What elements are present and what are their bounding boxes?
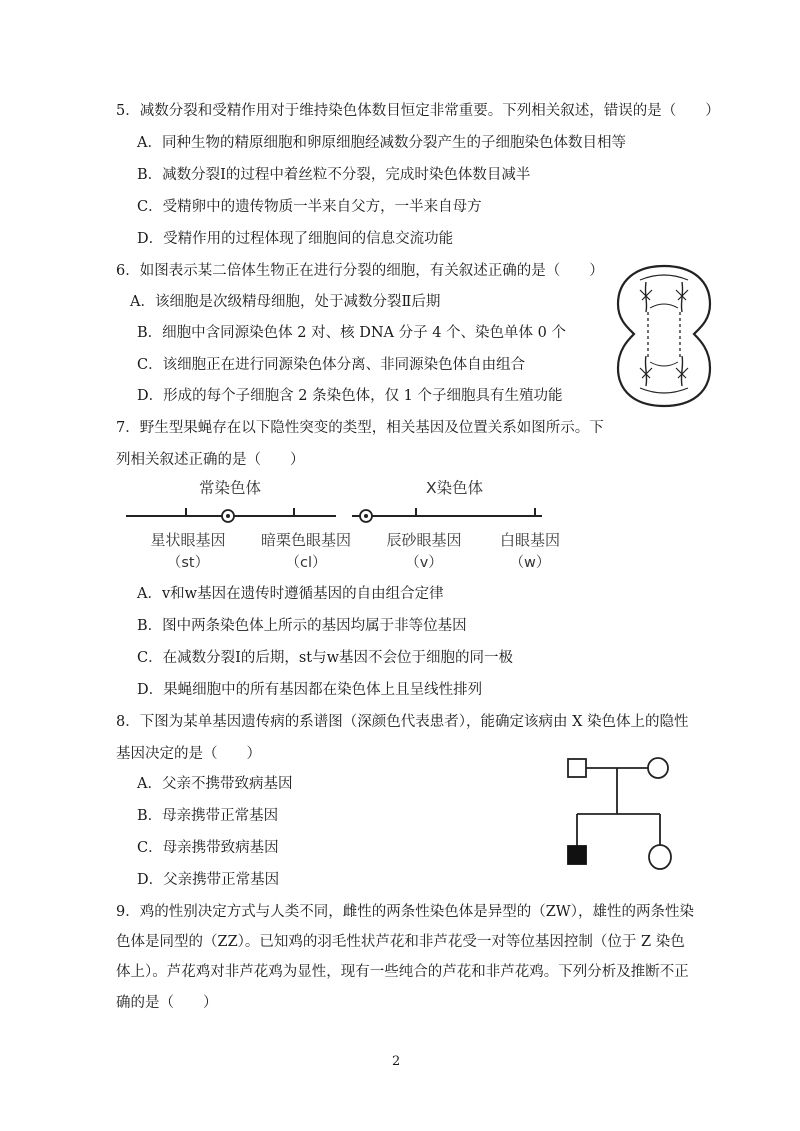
q7-option-c: C．在减数分裂Ⅰ的后期，st与w基因不会位于细胞的同一极 [137,650,513,666]
q8-stem-line1: 8．下图为某单基因遗传病的系谱图（深颜色代表患者），能确定该病由 X 染色体上的隐性 [116,714,689,730]
q6-option-b: B．细胞中含同源染色体 2 对、核 DNA 分子 4 个、染色单体 0 个 [137,325,566,341]
page-number: 2 [392,1054,401,1069]
autosome-title: 常染色体 [199,479,262,497]
gene-name-w: 白眼基因 [499,531,560,549]
q6-option-d: D．形成的每个子细胞含 2 条染色体，仅 1 个子细胞具有生殖功能 [137,388,563,404]
q7-option-d: D．果蝇细胞中的所有基因都在染色体上且呈线性排列 [137,682,483,698]
pedigree-drawing [560,756,690,876]
q9-line1: 9．鸡的性别决定方式与人类不同，雌性的两条性染色体是异型的（ZW），雄性的两条性染 [116,904,694,920]
q5-option-c: C．受精卵中的遗传物质一半来自父方，一半来自母方 [137,199,482,215]
x-chromosome-title: X染色体 [426,479,484,497]
gene-symbol-w: （w） [509,555,551,571]
pedigree-chart [560,756,690,876]
q7-stem-line1: 7．野生型果蝇存在以下隐性突变的类型，相关基因及位置关系如图所示。下 [116,420,604,436]
q9-line4: 确的是（ ） [116,995,218,1011]
q8-option-a: A．父亲不携带致病基因 [137,776,293,792]
q7-option-b: B．图中两条染色体上所示的基因均属于非等位基因 [137,618,467,634]
q5-option-a: A．同种生物的精原细胞和卵原细胞经减数分裂产生的子细胞染色体数目相等 [137,135,626,151]
gene-symbol-v: （v） [405,555,443,571]
gene-name-v: 辰砂眼基因 [386,531,462,549]
q9-line2: 色体是同型的（ZZ）。已知鸡的羽毛性状芦花和非芦花受一对等位基因控制（位于 Z 染色 [116,934,685,950]
q7-stem-line2: 列相关叙述正确的是（ ） [116,452,305,468]
q5-option-b: B．减数分裂Ⅰ的过程中着丝粒不分裂，完成时染色体数目减半 [137,167,531,183]
gene-symbol-st: （st） [166,555,210,571]
daughter-symbol [649,845,671,869]
q6-stem: 6．如图表示某二倍体生物正在进行分裂的细胞，有关叙述正确的是（ ） [116,263,604,279]
q8-option-c: C．母亲携带致病基因 [137,840,279,856]
q9-line3: 体上）。芦花鸡对非芦花鸡为显性，现有一些纯合的芦花和非芦花鸡。下列分析及推断不正 [116,964,689,980]
dividing-cell-drawing [610,260,718,410]
q6-option-c: C．该细胞正在进行同源染色体分离、非同源染色体自由组合 [137,357,526,373]
mother-symbol [648,758,668,778]
affected-son-symbol [568,846,586,864]
q8-option-d: D．父亲携带正常基因 [137,872,280,888]
dividing-cell-figure [610,260,718,410]
chromosome-gene-map [120,476,580,576]
q7-option-a: A．v和w基因在遗传时遵循基因的自由组合定律 [137,586,444,602]
q8-stem-line2: 基因决定的是（ ） [116,746,261,762]
q5-option-d: D．受精作用的过程体现了细胞间的信息交流功能 [137,231,454,247]
q6-option-a: A．该细胞是次级精母细胞，处于减数分裂Ⅱ后期 [130,294,441,310]
father-symbol [568,759,586,777]
q8-option-b: B．母亲携带正常基因 [137,808,279,824]
gene-symbol-cl: （cl） [285,555,327,571]
gene-name-cl: 暗栗色眼基因 [260,531,351,549]
q5-stem: 5．减数分裂和受精作用对于维持染色体数目恒定非常重要。下列相关叙述，错误的是（ ） [116,103,720,119]
gene-name-st: 星状眼基因 [150,531,226,549]
